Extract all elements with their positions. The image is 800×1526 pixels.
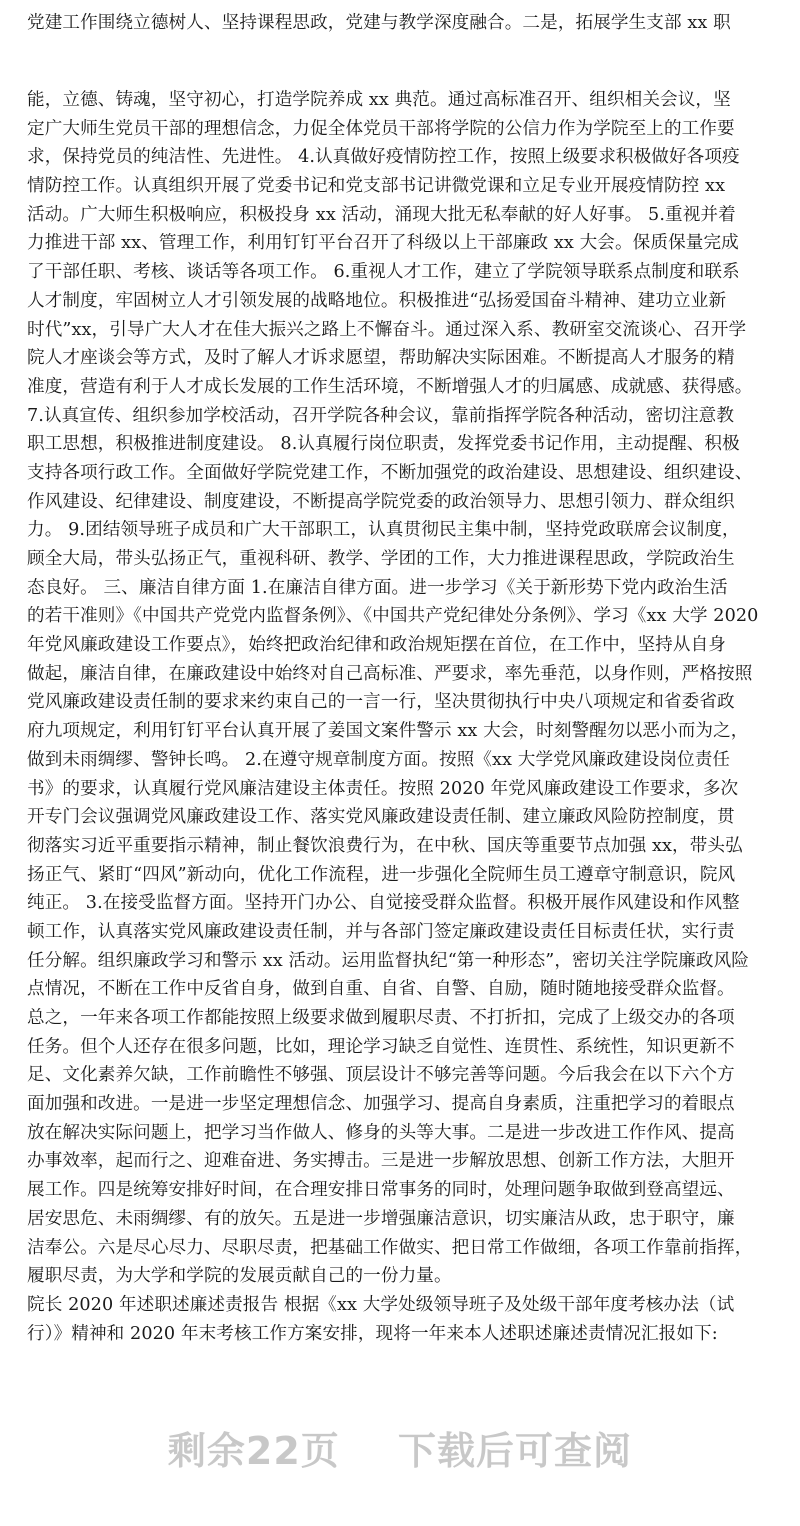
page-top-fragment	[27, 0, 777, 37]
text-line: 时代”xx，引导广大人才在佳大振兴之路上不懈奋斗。通过深入系、教研室交流谈心、召开学	[27, 319, 747, 340]
text-line: 的若干准则》《中国共产党党内监督条例》、《中国共产党纪律处分条例》、学习《xx 大学 2020	[27, 606, 759, 627]
text-line: 面加强和改进。一是进一步坚定理想信念、加强学习、提高自身素质，注重把学习的着眼点	[27, 1094, 735, 1115]
text-line: 准度，营造有利于人才成长发展的工作生活环境，不断增强人才的归属感、成就感、获得感。	[27, 376, 753, 397]
text-line: 求，保持党员的纯洁性、先进性。 4.认真做好疫情防控工作，按照上级要求积极做好各项疫	[27, 147, 740, 168]
text-line: 履职尽责，为大学和学院的发展贡献自己的一份力量。	[27, 1266, 452, 1287]
text-line: 院人才座谈会等方式，及时了解人才诉求愿望，帮助解决实际困难。不断提高人才服务的精	[27, 348, 735, 369]
text-line: 任分解。组织廉政学习和警示 xx 活动。运用监督执纪“第一种形态”，密切关注学院廉政风险	[27, 950, 749, 971]
text-line: 年党风廉政建设工作要点》，始终把政治纪律和政治规矩摆在首位，在工作中，坚持从自身	[27, 635, 726, 656]
download-prompt[interactable]	[0, 1420, 800, 1475]
text-line: 支持各项行政工作。全面做好学院党建工作，不断加强党的政治建设、思想建设、组织建设、	[27, 462, 753, 483]
text-line: 行）》精神和 2020 年末考核工作方案安排，现将一年来本人述职述廉述责情况汇报如下:	[27, 1323, 718, 1344]
text-line: 任务。但个人还存在很多问题，比如，理论学习缺乏自觉性、连贯性、系统性，知识更新不	[27, 1036, 735, 1057]
text-line: 办事效率，起而行之、迎难奋进、务实搏击。三是进一步解放思想、创新工作方法，大胆开	[27, 1151, 735, 1172]
text-line: 党风廉政建设责任制的要求来约束自己的一言一行，坚决贯彻执行中央八项规定和省委省政	[27, 692, 735, 713]
text-line: 顿工作，认真落实党风廉政建设责任制，并与各部门签定廉政建设责任目标责任状，实行责	[27, 921, 735, 942]
text-line: 展工作。四是统筹安排好时间，在合理安排日常事务的同时，处理问题争取做到登高望远、	[27, 1180, 735, 1201]
document-body	[27, 86, 777, 1348]
text-line: 7.认真宣传、组织参加学校活动，召开学院各种会议，靠前指挥学院各种活动，密切注意教	[27, 405, 735, 426]
text-line: 纯正。 3.在接受监督方面。坚持开门办公、自觉接受群众监督。积极开展作风建设和作风整	[27, 893, 740, 914]
cut-off-text-line	[27, 0, 777, 6]
text-line: 足、文化素养欠缺，工作前瞻性不够强、顶层设计不够完善等问题。今后我会在以下六个方	[27, 1065, 735, 1086]
download-to-view-label: 下载后可查阅	[398, 1429, 633, 1473]
text-line: 洁奉公。六是尽心尽力、尽职尽责，把基础工作做实、把日常工作做细，各项工作靠前指挥，	[27, 1237, 753, 1258]
text-line: 做起，廉洁自律，在廉政建设中始终对自己高标准、严要求，率先垂范，以身作则，严格按照	[27, 663, 753, 684]
text-line: 做到未雨绸缪、警钟长鸣。 2.在遵守规章制度方面。按照《xx 大学党风廉政建设岗位责任	[27, 749, 731, 770]
remaining-pages-label: 剩余22页	[167, 1429, 340, 1473]
text-line: 总之，一年来各项工作都能按照上级要求做到履职尽责、不打折扣，完成了上级交办的各项	[27, 1008, 735, 1028]
text-line: 放在解决实际问题上，把学习当作做人、修身的头等大事。二是进一步改进工作作风、提高	[27, 1122, 735, 1143]
text-line: 活动。广大师生积极响应，积极投身 xx 活动，涌现大批无私奉献的好人好事。 5.重视并着	[27, 204, 736, 225]
text-line: 书》的要求，认真履行党风廉洁建设主体责任。按照 2020 年党风廉政建设工作要求，多次	[27, 778, 739, 799]
text-line: 能，立德、铸魂，坚守初心，打造学院养成 xx 典范。通过高标准召开、组织相关会议，坚	[27, 90, 731, 110]
text-line: 府九项规定，利用钉钉平台认真开展了姜国文案件警示 xx 大会，时刻警醒勿以恶小而为之，	[27, 721, 749, 742]
text-line: 情防控工作。认真组织开展了党委书记和党支部书记讲微党课和立足专业开展疫情防控 xx	[27, 176, 726, 197]
text-line: 院长 2020 年述职述廉述责报告 根据《xx 大学处级领导班子及处级干部年度考核办法（试	[27, 1294, 735, 1315]
text-line: 职工思想，积极推进制度建设。 8.认真履行岗位职责，发挥党委书记作用，主动提醒、积极	[27, 434, 740, 455]
text-line: 力推进干部 xx、管理工作，利用钉钉平台召开了科级以上干部廉政 xx 大会。保质保量完成	[27, 233, 739, 254]
text-line: 党建工作围绕立德树人、坚持课程思政，党建与教学深度融合。二是，拓展学生支部 xx 职	[27, 13, 731, 33]
text-line: 力。 9.团结领导班子成员和广大干部职工，认真贯彻民主集中制，坚持党政联席会议制度，	[27, 520, 740, 541]
text-line: 点情况，不断在工作中反省自身，做到自重、自省、自警、自励，随时随地接受群众监督。	[27, 979, 735, 1000]
text-line: 彻落实习近平重要指示精神，制止餐饮浪费行为，在中秋、国庆等重要节点加强 xx，带头弘	[27, 835, 743, 856]
text-line: 居安思危、未雨绸缪、有的放矢。五是进一步增强廉洁意识，切实廉洁从政，忠于职守，廉	[27, 1208, 735, 1229]
text-line: 人才制度，牢固树立人才引领发展的战略地位。积极推进“弘扬爱国奋斗精神、建功立业新	[27, 290, 727, 311]
text-line: 扬正气、紧盯“四风”新动向，优化工作流程，进一步强化全院师生员工遵章守制意识，院风	[27, 864, 736, 885]
text-line: 态良好。 三、廉洁自律方面 1.在廉洁自律方面。进一步学习《关于新形势下党内政治生活	[27, 577, 728, 598]
text-line: 顾全大局，带头弘扬正气，重视科研、教学、学团的工作，大力推进课程思政，学院政治生	[27, 549, 735, 569]
text-line: 开专门会议强调党风廉政建设工作、落实党风廉政建设责任制、建立廉政风险防控制度，贯	[27, 807, 735, 828]
text-line: 了干部任职、考核、谈话等各项工作。 6.重视人才工作，建立了学院领导联系点制度和联系	[27, 262, 740, 283]
text-line: 定广大师生党员干部的理想信念，力促全体党员干部将学院的公信力作为学院至上的工作要	[27, 118, 735, 139]
text-line: 作风建设、纪律建设、制度建设，不断提高学院党委的政治领导力、思想引领力、群众组织	[27, 491, 735, 512]
